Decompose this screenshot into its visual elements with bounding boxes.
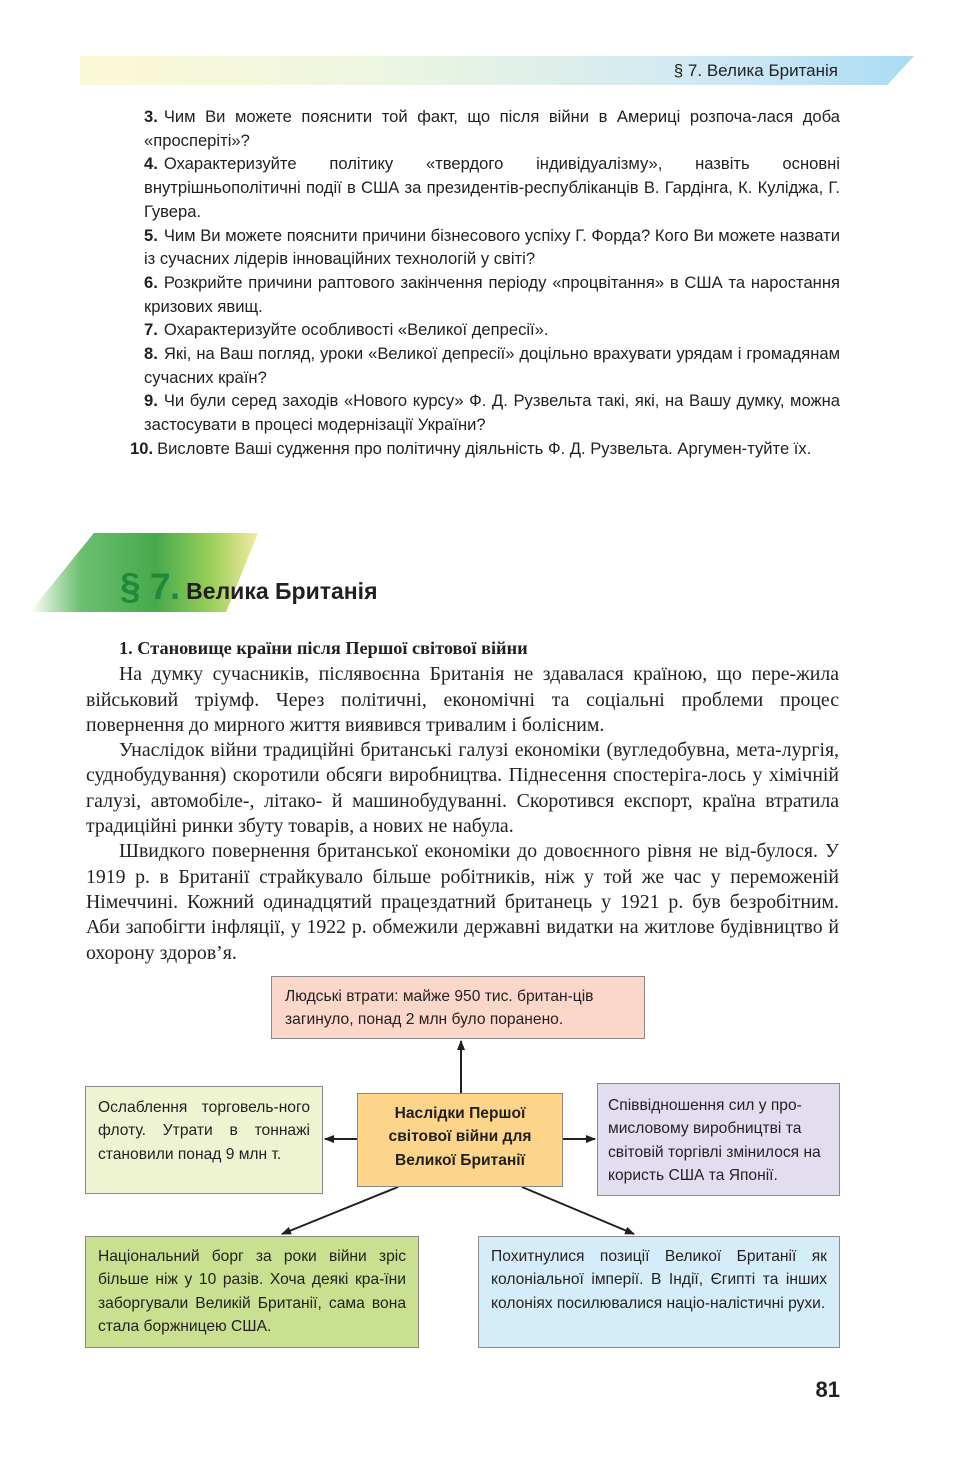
question-item — [130, 224, 840, 271]
question-number: 7. — [144, 320, 158, 340]
paragraph: Швидкого повернення британської економіки до довоєнного рівня не від-булося. У 1919 р. в Британії страйкувало більше робітників, ніж у той же час у переможеній Німеччині. Кожний одинадцятий працездатний британець у 1921 р. був безробітним. Аби запобігти інфляції, у 1922 р. обмежили державні видатки на житлове будівництво й охорону здоров’я. — [86, 840, 839, 964]
diagram-box-center: Наслідки Першої світової війни для Великої Британії — [357, 1093, 563, 1187]
section-number: § 7. — [120, 566, 180, 607]
question-item — [130, 105, 840, 152]
question-number: 6. — [144, 272, 158, 292]
question-text: Розкрийте причини раптового закінчення періоду «процвітання» в США та наростання кризових явищ. — [144, 272, 840, 316]
question-text: Охарактеризуйте особливості «Великої депресії». — [163, 320, 549, 340]
question-item — [130, 271, 840, 318]
diagram-box-human-losses: Людські втрати: майже 950 тис. британ-ців загинуло, понад 2 млн було поранено. — [271, 976, 645, 1039]
question-item — [130, 152, 840, 223]
section-title: Велика Британія — [186, 578, 378, 604]
question-item — [130, 318, 840, 342]
running-head: § 7. Велика Британія — [673, 61, 838, 80]
body-text — [86, 636, 839, 966]
question-list — [130, 105, 840, 461]
arrow-bottom-left — [282, 1187, 398, 1234]
question-text: Охарактеризуйте політику «твердого індивідуалізму», назвіть основні внутрішньополітичні події в США за президентів-республіканців В. Гардінга, К. Куліджа, Г. Гувера. — [144, 154, 840, 221]
question-item — [130, 437, 840, 461]
diagram-box-national-debt: Національний борг за роки війни зріс більше ніж у 10 разів. Хоча деякі кра-їни заборгували Великій Британії, сама вона стала боржницею США. — [85, 1236, 419, 1348]
question-text: Висловте Ваші судження про політичну діяльність Ф. Д. Рузвельта. Аргумен-туйте їх. — [157, 438, 812, 458]
diagram-box-trade-fleet: Ослаблення торговель-ного флоту. Утрати в тоннажі становили понад 9 млн т. — [85, 1086, 323, 1194]
subsection-title: 1. Становище країни після Першої світової війни — [119, 638, 528, 658]
question-number: 5. — [144, 225, 158, 245]
page-number: 81 — [815, 1377, 840, 1402]
question-item — [130, 342, 840, 389]
question-number: 4. — [144, 154, 158, 174]
question-number: 9. — [144, 391, 158, 411]
question-number: 3. — [144, 107, 158, 126]
diagram-box-colonial-empire: Похитнулися позиції Великої Британії як колоніальної імперії. В Індії, Єгипті та інших колоніях посилювалися націо-налістичні рухи. — [478, 1236, 840, 1348]
question-text: Чим Ви можете пояснити причини бізнесового успіху Г. Форда? Кого Ви можете назвати із сучасних лідерів інноваційних технологій у світі? — [144, 225, 840, 269]
question-text: Чим Ви можете пояснити той факт, що після війни в Америці розпоча-лася доба «просперіті»? — [144, 107, 840, 150]
question-text: Які, на Ваш погляд, уроки «Великої депресії» доцільно врахувати урядам і громадянам сучасних країн? — [144, 344, 840, 387]
paragraph: Унаслідок війни традиційні британські галузі економіки (вугледобувна, мета-лургія, суднобудування) скоротили обсяги виробництва. Піднесення спостеріга-лось у хімічній галузі, автомобіле-, літако- й машинобудуванні. Скоротився експорт, країна втратила традиційні ринки збуту товарів, а нових не набула. — [86, 739, 839, 838]
question-text: Чи були серед заходів «Нового курсу» Ф. Д. Рузвельта такі, які, на Вашу думку, можна застосувати в процесі модернізації України? — [144, 391, 840, 435]
question-item — [130, 389, 840, 436]
question-number: 8. — [144, 344, 158, 364]
paragraph: На думку сучасників, післявоєнна Британія не здавалася країною, що пере-жила військовий тріумф. Через політичні, економічні та соціальні проблеми процес повернення до мирного життя виявився тривалим і болісним. — [86, 663, 839, 736]
section-heading — [120, 566, 378, 608]
diagram-box-power-balance: Співвідношення сил у про-мисловому виробництві та світовій торгівлі змінилося на користь США та Японії. — [597, 1083, 840, 1196]
question-number: 10. — [130, 438, 154, 458]
